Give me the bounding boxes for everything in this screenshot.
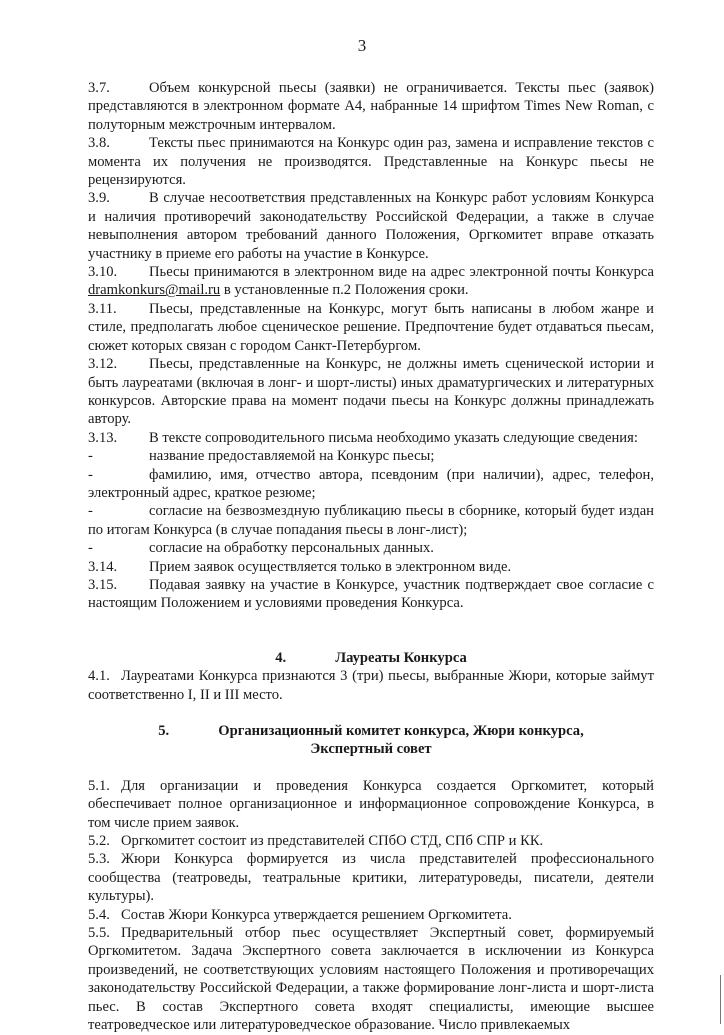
clause-5-1	[88, 777, 654, 832]
clause-number: 3.7.	[88, 80, 110, 96]
clause-text: Объем конкурсной пьесы (заявки) не ограничивается. Тексты пьес (заявок) представляются в электронном формате А4, набранные 14 шрифтом Times New Roman, с полуторным межстрочным интервалом.	[88, 80, 654, 133]
clause-text: Пьесы принимаются в электронном виде на адрес электронной почты Конкурса	[149, 264, 654, 281]
section-4-heading	[88, 649, 654, 667]
clause-text: В случае несоответствия представленных на Конкурс работ условиям Конкурса и наличия противоречий законодательству Российской Федерации, а также в случае невыполнения автором требований данного Положения, Оргкомитет вправе отказать участнику в приеме его работы на участие в Конкурсе.	[88, 190, 654, 262]
spacer	[88, 704, 654, 722]
clause-text: Тексты пьес принимаются на Конкурс один раз, замена и исправление текстов с момента их получения не производятся. Представленные на Конкурс пьесы не рецензируются.	[88, 135, 654, 189]
clause-4-1	[88, 667, 654, 704]
section-number: 4.	[275, 649, 287, 666]
clause-text: Состав Жюри Конкурса утверждается решением Оргкомитета.	[121, 906, 512, 923]
bullet-marker: -	[88, 503, 93, 520]
bullet-text: согласие на обработку персональных данных.	[149, 540, 434, 557]
section-5-heading	[88, 722, 654, 740]
section-number: 5.	[158, 723, 170, 739]
bullet-marker: -	[88, 466, 93, 483]
clause-text: Оргкомитет состоит из представителей СПбО СТД, СПб СПР и КК.	[121, 833, 544, 850]
clause-number: 5.4.	[88, 906, 110, 923]
clause-number: 3.15.	[88, 576, 118, 593]
clause-3-12	[88, 355, 654, 429]
document-body	[88, 79, 654, 1035]
clause-number: 3.10.	[88, 264, 118, 281]
clause-3-13	[88, 429, 654, 447]
bullet-marker: -	[88, 448, 93, 465]
clause-3-8	[88, 134, 654, 189]
clause-3-7	[88, 79, 654, 134]
clause-5-5	[88, 924, 654, 1034]
clause-number: 3.8.	[88, 135, 110, 152]
clause-text: Пьесы, представленные на Конкурс, не должны иметь сценической истории и быть лауреатами (включая в лонг- и шорт-листы) иных драматургических и литературных конкурсов. Авторские права на момент подачи пьесы на Конкурс должны принадлежать автору.	[88, 356, 654, 428]
spacer	[88, 759, 654, 777]
bullet-marker: -	[88, 540, 93, 557]
clause-text: в установленные п.2 Положения сроки.	[223, 282, 469, 299]
clause-3-14	[88, 558, 654, 576]
clause-3-10	[88, 263, 654, 300]
clause-number: 5.2.	[88, 833, 110, 850]
clause-number: 3.11.	[88, 300, 117, 317]
bullet-item	[88, 447, 654, 465]
bullet-item	[88, 539, 654, 557]
clause-text: Предварительный отбор пьес осуществляет Экспертный совет, формируемый Оргкомитетом. Задача Экспертного совета заключается в исключении из Конкурса произведений, не соответствующих условиям настоящего Положения и противоречащих законодательству Российской Федерации, а также формирование лонг-листа и шорт-листа пьес. В состав Экспертного совета входят специалисты, имеющие высшее театроведческое или литературоведческое образование. Число привлекаемых	[88, 925, 654, 1034]
clause-text: Жюри Конкурса формируется из числа представителей профессионального сообщества (театроведы, театральные критики, литературоведы, писатели, деятели культуры).	[88, 851, 654, 905]
clause-number: 4.1.	[88, 668, 110, 685]
bullet-text: согласие на безвозмездную публикацию пьесы в сборнике, который будет издан по итогам Конкурса (в случае попадания пьесы в лонг-лист);	[88, 503, 654, 538]
bullet-item	[88, 466, 654, 503]
clause-5-4	[88, 906, 654, 924]
bullet-text: фамилию, имя, отчество автора, псевдоним (при наличии), адрес, телефон, электронный адрес, краткое резюме;	[88, 466, 654, 501]
clause-3-9	[88, 189, 654, 263]
bullet-text: название предоставляемой на Конкурс пьесы;	[149, 448, 435, 465]
scan-edge-line	[720, 975, 721, 1024]
clause-5-3	[88, 850, 654, 905]
page-number: 3	[357, 36, 367, 55]
clause-text: Для организации и проведения Конкурса создается Оргкомитет, который обеспечивает полное организационное и информационное сопровождение Конкурса, в том числе прием заявок.	[88, 777, 654, 831]
email-link[interactable]: dramkonkurs@mail.ru	[88, 282, 221, 299]
section-title-line-1: Организационный комитет конкурса, Жюри конкурса,	[218, 723, 584, 739]
clause-number: 5.3.	[88, 851, 110, 868]
clause-number: 3.14.	[88, 558, 118, 575]
section-title-line-2: Экспертный совет	[310, 741, 432, 758]
clause-text: Прием заявок осуществляется только в электронном виде.	[149, 558, 512, 575]
clause-number: 5.5.	[88, 925, 110, 942]
clause-text: Пьесы, представленные на Конкурс, могут быть написаны в любом жанре и стиле, предполагать любое сценическое решение. Предпочтение будет отдаваться пьесам, сюжет которых связан с городом Санкт-Петербургом.	[88, 300, 654, 354]
clause-text: Лауреатами Конкурса признаются 3 (три) пьесы, выбранные Жюри, которые займут соответственно I, II и III место.	[88, 668, 654, 703]
bullet-item	[88, 502, 654, 539]
clause-5-2	[88, 832, 654, 850]
clause-number: 3.13.	[88, 429, 118, 446]
clause-text: Подавая заявку на участие в Конкурсе, участник подтверждает свое согласие с настоящим Положением и условиями проведения Конкурса.	[88, 576, 654, 612]
clause-number: 3.12.	[88, 356, 118, 373]
clause-text: В тексте сопроводительного письма необходимо указать следующие сведения:	[149, 429, 638, 446]
clause-3-15	[88, 576, 654, 613]
section-5-heading-line-2	[88, 740, 654, 758]
section-title: Лауреаты Конкурса	[335, 649, 467, 666]
spacer	[88, 613, 654, 649]
clause-3-11	[88, 300, 654, 355]
clause-number: 3.9.	[88, 190, 110, 207]
clause-number: 5.1.	[88, 777, 110, 794]
